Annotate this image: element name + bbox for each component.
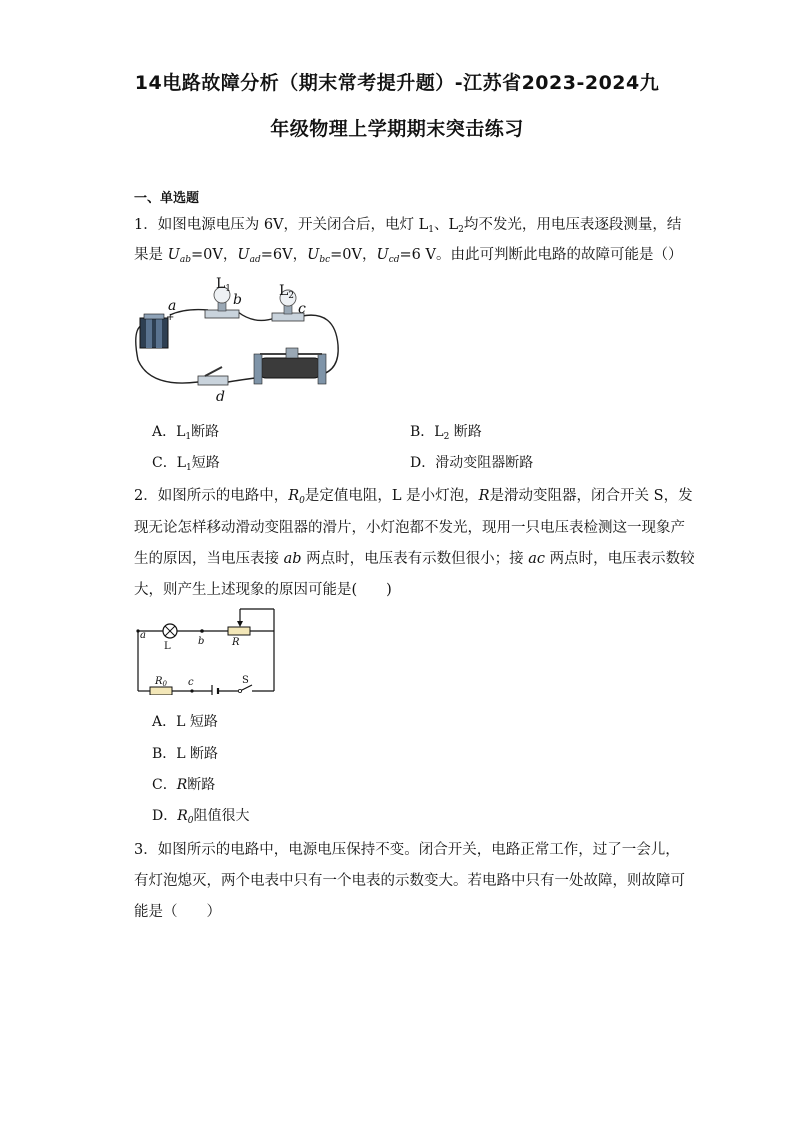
q2-label-R: R <box>232 637 240 648</box>
q1-label-L2: $L_2$ <box>279 283 295 301</box>
q2-label-b: b <box>198 636 205 647</box>
q2-line1: 2．如图所示的电路中，$R_0$是定值电阻，L 是小灯泡，R是滑动变阻器，闭合开关 S，发 <box>134 488 693 506</box>
q1-label-d: d <box>216 389 225 405</box>
q3-line2: 有灯泡熄灭，两个电表中只有一个电表的示数变大。若电路中只有一处故障，则故障可 <box>134 873 685 889</box>
section-heading: 一、单选题 <box>134 191 200 206</box>
q1-option-d[interactable]: D．滑动变阻器断路 <box>410 455 534 471</box>
page-title-line2: 年级物理上学期期末突击练习 <box>270 118 524 140</box>
q2-option-a[interactable]: A．L 短路 <box>152 714 218 730</box>
switch-icon <box>198 367 228 385</box>
q3-line1: 3．如图所示的电路中，电源电压保持不变。闭合开关，电路正常工作，过了一会儿， <box>134 842 680 858</box>
q2-option-d[interactable]: D．$R_0$阻值很大 <box>152 808 250 826</box>
node-b <box>200 629 204 633</box>
q2-label-c: c <box>188 677 194 688</box>
q1-label-plus: + <box>166 312 175 323</box>
q3-line3: 能是（ ） <box>134 904 221 920</box>
q1-line2: 果是 $U_{ab}=0V$，$U_{ad}=6V$，$U_{bc}=0V$，$U_{cd}=6$ V。由此可判断此电路的故障可能是（） <box>134 247 683 265</box>
q1-option-b[interactable]: B．$L_2$ 断路 <box>410 424 482 442</box>
q2-label-L: L <box>164 641 171 652</box>
battery-icon <box>140 314 168 348</box>
q2-label-a: a <box>140 630 146 641</box>
q2-line4: 大，则产生上述现象的原因可能是( ) <box>134 582 392 598</box>
q1-option-c[interactable]: C．$L_1$短路 <box>152 455 220 473</box>
rheostat-icon <box>228 627 250 635</box>
q1-label-a: a <box>168 298 177 314</box>
q1-label-L1: $L_1$ <box>216 276 232 294</box>
q1-label-b: b <box>233 292 242 308</box>
battery-icon <box>212 685 218 695</box>
node-c <box>190 689 193 692</box>
q1-wire <box>238 312 275 320</box>
q2-line3: 生的原因，当电压表接 ab 两点时，电压表有示数但很小；接 ac 两点时，电压表示数较 <box>134 551 695 567</box>
q1-option-a[interactable]: A．$L_1$断路 <box>152 424 220 442</box>
q2-option-b[interactable]: B．L 断路 <box>152 746 219 762</box>
resistor-r0-icon <box>150 687 172 695</box>
q2-label-R0: $R_0$ <box>155 676 167 688</box>
switch-pivot <box>238 689 241 692</box>
rheostat-icon <box>254 348 326 384</box>
q1-line1: 1．如图电源电压为 6V，开关闭合后，电灯 $L_1$、$L_2$均不发光，用电压表逐段测量，结 <box>134 217 682 235</box>
q1-circuit-figure <box>130 270 360 410</box>
q1-wire <box>228 378 255 382</box>
q2-option-c[interactable]: C．R断路 <box>152 777 216 793</box>
slider-arrow-icon <box>237 621 243 627</box>
q2-line2: 现无论怎样移动滑动变阻器的滑片，小灯泡都不发光，现用一只电压表检测这一现象产 <box>134 520 685 536</box>
lamp-icon <box>163 624 177 638</box>
q2-circuit-figure <box>130 605 280 695</box>
q2-label-S: S <box>242 675 249 686</box>
q1-label-c: c <box>298 301 306 317</box>
page-title-line1: 14电路故障分析（期末常考提升题）-江苏省2023-2024九 <box>134 72 660 94</box>
